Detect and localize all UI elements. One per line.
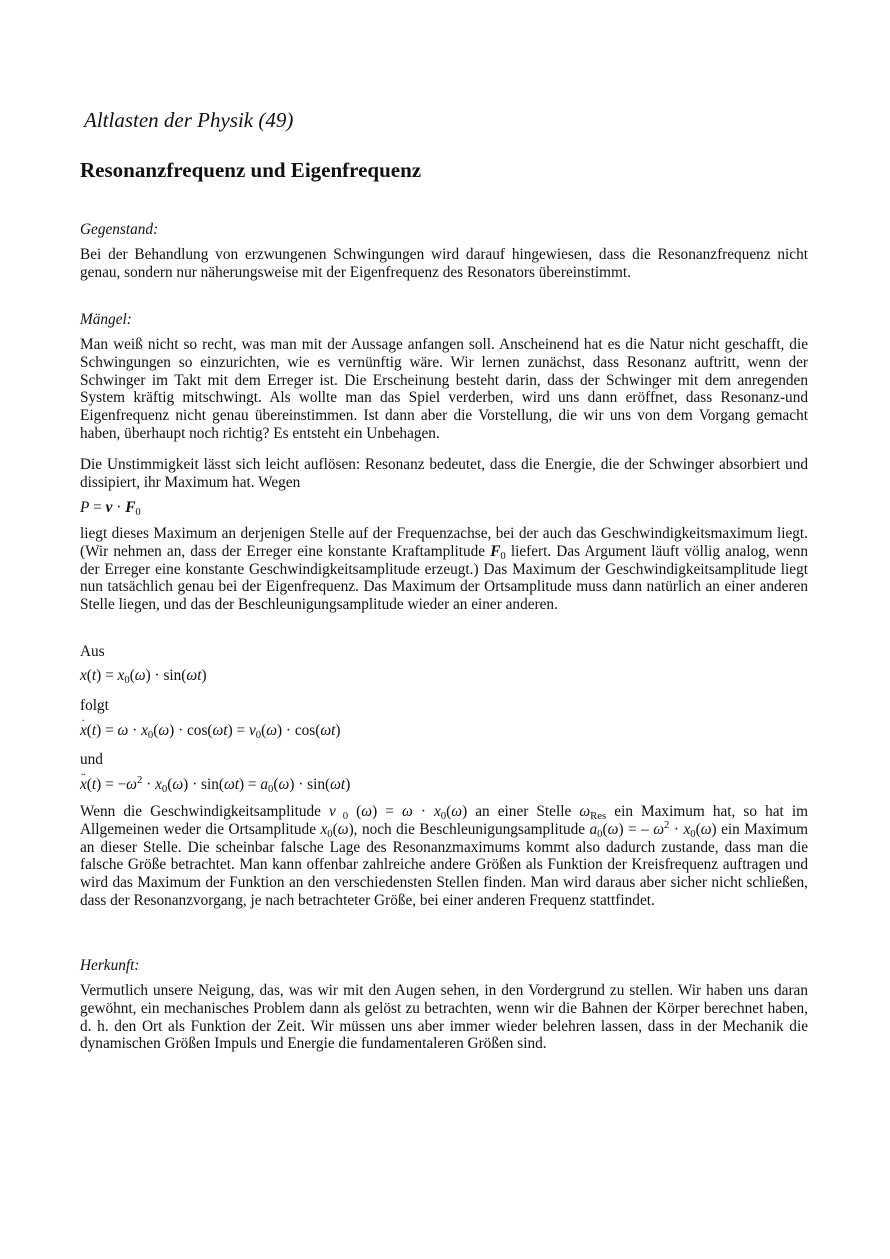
formula-acceleration: ¨ $x(t) = -\omega^2 \cdot x_0(\omega) \cdot \sin(\omega t) = a_0(\omega) \cdot \sin(\omega t)$ — [80, 776, 350, 794]
page-title: Resonanzfrequenz und Eigenfrequenz — [80, 158, 422, 182]
position-amplitude-expr: $x_0(\omega)$ — [320, 820, 354, 840]
herkunft-paragraph: Vermutlich unsere Neigung, das, was wir mit den Augen sehen, in den Vordergrund zu stellen. Wir haben uns daran gewöhnt, ein mechanisches Problem dann als gelöst zu betrachten, wenn wir die Bahnen der Körper berechnet haben, d. h. den Ort als Funktion der Zeit. Wir müssen uns aber immer wieder belehren lassen, dass in der Mechanik die dynamischen Größen Impuls und Energie die fundamentaleren Größen sind. — [80, 982, 808, 1053]
p4-text-a: Wenn die Geschwindigkeitsamplitude — [80, 803, 329, 820]
omega-res-symbol: $\omega_{Res}$ — [579, 803, 607, 822]
p3-text-a: liegt dieses Maximum an derjenigen Stelle auf der Frequenzachse, bei der auch das Geschwindigkeitsmaximum liegt. (Wir nehmen an, dass der Erreger eine konstante Kraftamplitude — [80, 525, 808, 560]
maengel-paragraph-3-block — [80, 525, 808, 614]
section-heading-herkunft: Herkunft: — [80, 957, 140, 974]
gegenstand-paragraph: Bei der Behandlung von erzwungenen Schwingungen wird darauf hingewiesen, dass die Resonanzfrequenz nicht genau, sondern nur näherungsweise mit der Eigenfrequenz des Resonators übereinstimmt. — [80, 246, 808, 281]
maengel-paragraph-3 — [80, 525, 808, 614]
p4-text-b: an einer Stelle — [467, 803, 580, 820]
section-heading-maengel: Mängel: — [80, 311, 132, 328]
p4-text-d: , noch die Beschleunigungsamplitude — [353, 820, 590, 838]
maengel-paragraph-4 — [80, 803, 808, 910]
maengel-paragraph-1-block — [80, 336, 808, 443]
maengel-paragraph-2-block — [80, 456, 808, 492]
formula-power: $P = v \cdot F_0$ — [80, 499, 141, 518]
section-heading-gegenstand: Gegenstand: — [80, 221, 159, 238]
word-und: und — [80, 751, 103, 768]
maengel-paragraph-1: Man weiß nicht so recht, was man mit der Aussage anfangen soll. Anscheinend hat es die Natur nicht geschafft, die Schwingungen so einzurichten, wie es vernünftig wäre. Wir lernen zunächst, dass Resonanz auftritt, wenn der Schwinger im Takt mit dem Erreger ist. Die Erscheinung besteht darin, dass der Schwinger mit dem anregenden System kräftig mitschwingt. Als wollte man das Spiel verderben, wird uns dann eröffnet, dass Resonanz-und Eigenfrequenz nicht genau übereinstimmen. Ist dann aber die Vorstellung, die wir uns von dem Vorgang gemacht haben, überhaupt noch richtig? Es entsteht ein Unbehagen. — [80, 336, 808, 442]
word-folgt: folgt — [80, 697, 109, 714]
force-amplitude-symbol: $F_0$ — [490, 542, 506, 562]
maengel-paragraph-4-block — [80, 803, 808, 910]
velocity-amplitude-expr: v $_0$ $(\omega) = \omega \cdot x_0(\omega)$ — [329, 803, 468, 822]
acceleration-amplitude-expr: $a_0(\omega)$ = – $\omega^2 \cdot x_0(\omega)$ — [589, 818, 717, 840]
maengel-paragraph-2: Die Unstimmigkeit lässt sich leicht auflösen: Resonanz bedeutet, dass die Energie, die der Schwinger absorbiert und dissipiert, ihr Maximum hat. Wegen — [80, 456, 808, 491]
p4-text-e: ein Maximum an dieser Stelle. Die scheinbar falsche Lage des Resonanzmaximums kommt also dadurch zustande, dass man die falsche Größe betrachtet. Man kann offenbar zahlreiche andere Größen als Funktion der Kreisfrequenz auftragen und wird das Maximum der Funktion an den verschiedensten Stellen finden. Man wird daraus aber sicher nicht schließen, dass der Resonanzvorgang, je nach betrachteter Größe, bei einer anderen Frequenz stattfindet. — [80, 820, 809, 909]
formula-position: $x(t) = x_0(\omega) \cdot \sin(\omega t)$ — [80, 667, 207, 686]
p4-text-c: ein Maximum hat, so hat im Allgemeinen weder die Ortsamplitude — [80, 803, 809, 838]
series-title: Altlasten der Physik (49) — [84, 108, 294, 132]
p3-text-b: liefert. Das Argument läuft völlig analog, wenn der Erreger eine konstante Geschwindigkeitsamplitude erzeugt.) Das Maximum der Geschwindigkeitsamplitude liegt nun tatsächlich genau bei der Eigenfrequenz. Das Maximum der Ortsamplitude muss dann natürlich an einer anderen Stelle liegen, und das der Beschleunigungsamplitude wieder an einer anderen. — [80, 542, 808, 614]
word-aus: Aus — [80, 643, 105, 660]
section-herkunft — [80, 982, 808, 1053]
formula-velocity: ˙ $x(t) = \omega \cdot x_0(\omega) \cdot \cos(\omega t) = v_0(\omega) \cdot \cos(\omega t)$ — [80, 722, 341, 740]
section-gegenstand — [80, 246, 808, 282]
